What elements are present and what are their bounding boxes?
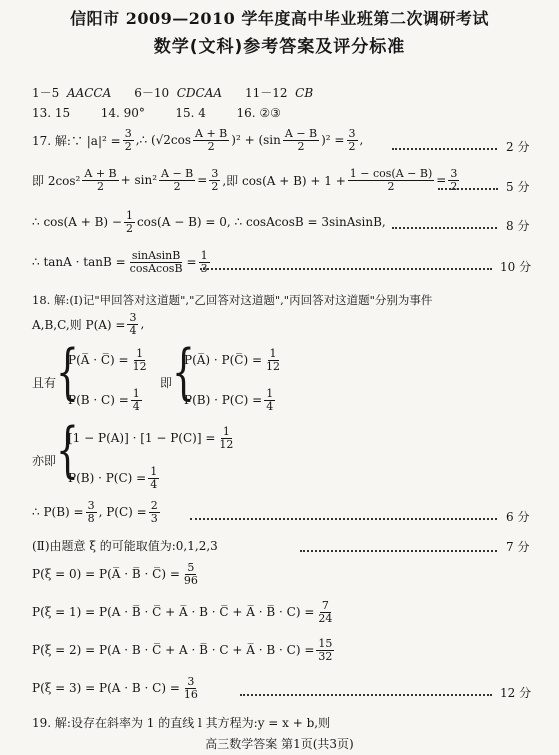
q18-xi-1: [32, 600, 336, 624]
left-brace: {: [56, 415, 79, 485]
q17-l2-mid4: =: [436, 173, 447, 188]
system-2-eq-1: [68, 426, 237, 450]
fraction: $\frac{1}{12}$: [132, 347, 147, 373]
system-1-label-2: 即: [160, 376, 173, 390]
answer-range-1: 1－5: [32, 86, 60, 100]
q19-line-1: 19. 解:设存在斜率为 1 的直线 l 其方程为:y = x + b,则: [32, 716, 331, 730]
score-q18-2: 7 分: [506, 540, 530, 554]
fraction: $\frac{5}{96}$: [183, 561, 198, 587]
fraction: $\frac{3}{16}$: [183, 675, 198, 701]
q18-xi-3: [32, 676, 202, 700]
score-q17-4: 10 分: [500, 260, 532, 274]
q18-line-2: [32, 312, 144, 336]
q17-l4-mid: =: [186, 255, 197, 270]
q17-l1-end: ,: [359, 133, 364, 148]
q17-l1-prefix: 17. 解:∵ |a|² =: [32, 133, 121, 148]
fraction: $\frac{1}{3}$: [200, 249, 208, 275]
score-q17-2: 5 分: [506, 180, 530, 194]
fraction: $\frac{1}{12}$: [219, 425, 234, 451]
q17-l3-prefix: ∴ cos(A + B) −: [32, 215, 122, 230]
answer-range-3: 11－12: [244, 86, 288, 100]
leader-dots: [200, 268, 492, 270]
fraction: $\frac{3}{2}$: [124, 127, 132, 153]
sys2-e2: P(B) · P(C) =: [68, 471, 147, 486]
system-1-eq-4: [184, 388, 277, 412]
leader-dots: [300, 550, 497, 552]
answer-16: 16. ②③: [236, 106, 281, 120]
score-q18-3: 12 分: [500, 686, 532, 700]
xi1: P(ξ = 1) = P(A · B̅ · C̅ + A̅ · B · C̅ + A̅ · B̅ · C) =: [32, 605, 315, 620]
score-q17-1: 2 分: [506, 140, 530, 154]
fraction: $\frac{A + B}{2}$: [84, 167, 117, 193]
answer-13: 13. 15: [32, 106, 71, 120]
sys2-e1: [1 − P(A)] · [1 − P(C)] =: [68, 431, 216, 446]
leader-dots: [438, 188, 498, 190]
leader-dots: [190, 518, 497, 520]
system-2-label: 亦即: [32, 454, 57, 468]
xi3: P(ξ = 3) = P(A · B · C) =: [32, 681, 180, 696]
fraction: $\frac{\text{sinAsinB}}{\text{cosAcosB}}$: [129, 249, 183, 275]
q17-line-2: [32, 168, 461, 192]
q18-xi-2: [32, 638, 336, 662]
system-1-label: 且有: [32, 376, 57, 390]
system-1-eq-3: [184, 348, 284, 372]
fraction: $\frac{3}{8}$: [87, 499, 95, 525]
fraction: $\frac{1 - \cos(A - B)}{2}$: [349, 167, 433, 193]
fraction: $\frac{3}{2}$: [211, 167, 219, 193]
q17-l1-mid2: )² + (sin: [231, 133, 281, 148]
fraction: $\frac{A - B}{2}$: [284, 127, 318, 153]
answer-values-2: CDCAA: [176, 86, 223, 100]
answer-values-3: CB: [295, 86, 314, 100]
document-title: 信阳市 2009—2010 学年度高中毕业班第二次调研考试: [70, 9, 489, 28]
answers-line-1: [32, 84, 313, 101]
fraction: $\frac{15}{32}$: [318, 637, 333, 663]
q17-l1-mid3: )² =: [321, 133, 345, 148]
fraction: $\frac{1}{2}$: [125, 209, 133, 235]
q17-line-1: [32, 128, 363, 152]
q18-xi-0: [32, 562, 202, 586]
res-mid: , P(C) =: [98, 505, 147, 520]
q17-l1-mid: ,∴ (√2cos: [135, 133, 192, 148]
q17-l2-mid3: ,即 cos(A + B) + 1 +: [222, 173, 346, 188]
leader-dots: [392, 148, 497, 150]
answer-15: 15. 4: [175, 106, 206, 120]
answer-values-1: AACCA: [66, 86, 112, 100]
q18-line-1: 18. 解:(Ⅰ)记"甲回答对这道题","乙回答对这道题","丙回答对这道题"分别为事件: [32, 293, 433, 307]
q17-l2-mid2: =: [197, 173, 208, 188]
sys1-e4: P(B) · P(C) =: [184, 393, 263, 408]
fraction: $\frac{3}{4}$: [129, 311, 137, 337]
q17-l4-prefix: ∴ tanA · tanB =: [32, 255, 126, 270]
res-prefix: ∴ P(B) =: [32, 505, 84, 520]
q17-line-3: [32, 210, 386, 234]
fraction: $\frac{2}{3}$: [150, 499, 158, 525]
leader-dots: [392, 227, 497, 229]
fraction: $\frac{1}{4}$: [266, 387, 274, 413]
sys1-e3: P(A̅) · P(C̅) =: [184, 353, 263, 368]
xi2: P(ξ = 2) = P(A · B · C̅ + A · B̅ · C + A̅ · B · C) =: [32, 643, 315, 658]
fraction: $\frac{A + B}{2}$: [195, 127, 228, 153]
q18-result: [32, 500, 162, 524]
fraction: $\frac{7}{24}$: [318, 599, 333, 625]
q18-part-2: (Ⅱ)由题意 ξ 的可能取值为:0,1,2,3: [32, 539, 218, 553]
q17-l2-mid: + sin²: [120, 173, 158, 188]
q17-l3-rest: cos(A − B) = 0, ∴ cosAcosB = 3sinAsinB,: [136, 215, 386, 230]
sys1-e2: P(B · C) =: [68, 393, 129, 408]
score-q17-3: 8 分: [506, 219, 530, 233]
system-1-eq-2: [68, 388, 144, 412]
xi0: P(ξ = 0) = P(A̅ · B̅ · C̅) =: [32, 567, 180, 582]
fraction: $\frac{1}{12}$: [266, 347, 281, 373]
system-1-eq-1: [68, 348, 151, 372]
system-2-eq-2: [68, 466, 161, 490]
answer-range-2: 6－10: [134, 86, 170, 100]
left-brace: {: [172, 337, 195, 407]
score-q18-1: 6 分: [506, 510, 530, 524]
fraction: $\frac{A - B}{2}$: [161, 167, 194, 193]
fraction: $\frac{1}{4}$: [132, 387, 140, 413]
page-footer: 高三数学答案 第1页(共3页): [205, 737, 354, 751]
q17-line-4: [32, 250, 212, 274]
answer-14: 14. 90°: [100, 106, 145, 120]
document-subtitle: 数学(文科)参考答案及评分标准: [153, 37, 406, 57]
fraction: $\frac{3}{2}$: [450, 167, 458, 193]
answers-line-2: [32, 106, 281, 120]
sys1-e1: P(A̅ · C̅) =: [68, 353, 129, 368]
q17-l2-prefix: 即 2cos²: [32, 173, 81, 188]
fraction: $\frac{1}{4}$: [150, 465, 158, 491]
q18-l2-prefix: A,B,C,则 P(A) =: [32, 317, 126, 332]
left-brace: {: [56, 337, 79, 407]
leader-dots: [240, 694, 492, 696]
q18-l2-end: ,: [140, 317, 145, 332]
fraction: $\frac{3}{2}$: [348, 127, 356, 153]
